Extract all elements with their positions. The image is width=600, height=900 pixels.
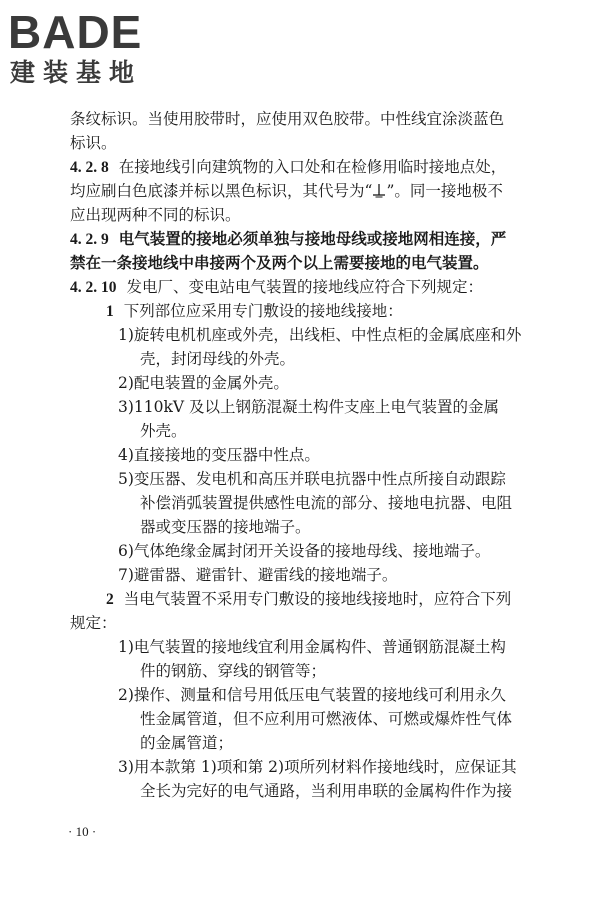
- item-2: [70, 587, 545, 611]
- item-2-cont: 规定：: [70, 614, 117, 632]
- clause-4-2-9-line-1: [70, 227, 545, 251]
- sub-item-1-7: 7)避雷器、避雷针、避雷线的接地端子。: [118, 566, 398, 584]
- bade-logo: [8, 6, 178, 86]
- item-1: [70, 299, 545, 323]
- logo-brand: BADE: [8, 6, 143, 58]
- sub-item-1-4: 4)直接接地的变压器中性点。: [118, 446, 320, 464]
- sub-item-1-5: 5)变压器、发电机和高压并联电抗器中性点所接自动跟踪: [118, 470, 506, 488]
- clause-4-2-9-line-2: 禁在一条接地线中串接两个及两个以上需要接地的电气装置。: [70, 253, 489, 272]
- sub-item-1-3: 3)110kV 及以上钢筋混凝土构件支座上电气装置的金属: [118, 398, 500, 416]
- clause-4-2-8-line-2: [70, 179, 545, 203]
- sub-item-2-3-cont: 全长为完好的电气通路，当利用串联的金属构件作为接: [140, 782, 513, 800]
- intro-line-1: 条纹标识。当使用胶带时，应使用双色胶带。中性线宜涂淡蓝色: [70, 110, 505, 128]
- clause-text: 均应刷白色底漆并标以黑色标识，其代号为“: [70, 182, 373, 200]
- item-text: 下列部位应采用专门敷设的接地线接地：: [123, 302, 403, 320]
- item-text: 当电气装置不采用专门敷设的接地线接地时，应符合下列: [123, 590, 512, 608]
- clause-text: 在接地线引向建筑物的入口处和在检修用临时接地点处，: [118, 158, 507, 176]
- page-number: · 10 ·: [68, 824, 97, 839]
- clause-number: 4. 2. 8: [70, 159, 109, 176]
- logo-subtitle: 建装基地: [10, 58, 143, 86]
- clause-text: ”。同一接地极不: [386, 182, 503, 200]
- sub-item-1-5-cont: 补偿消弧装置提供感性电流的部分、接地电抗器、电阻: [140, 494, 513, 512]
- item-number: 1: [106, 303, 114, 320]
- sub-item-1-1: 1)旋转电机机座或外壳，出线柜、中性点柜的金属底座和外: [118, 326, 522, 344]
- sub-item-1-6: 6)气体绝缘金属封闭开关设备的接地母线、接地端子。: [118, 542, 491, 560]
- document-page: [70, 107, 545, 803]
- sub-item-2-1-cont: 件的钢筋、穿线的钢管等；: [140, 662, 327, 680]
- sub-item-1-3-cont: 外壳。: [140, 422, 187, 440]
- clause-text: 电气装置的接地必须单独与接地母线或接地网相连接，严: [118, 229, 507, 248]
- clause-number: 4. 2. 9: [70, 231, 109, 248]
- clause-4-2-8-line-3: 应出现两种不同的标识。: [70, 206, 241, 224]
- sub-item-2-2: 2)操作、测量和信号用低压电气装置的接地线可利用永久: [118, 686, 506, 704]
- intro-line-2: 标识。: [70, 134, 117, 152]
- clause-4-2-8-line-1: [70, 155, 545, 179]
- clause-number: 4. 2. 10: [70, 279, 117, 296]
- sub-item-2-1: 1)电气装置的接地线宜利用金属构件、普通钢筋混凝土构: [118, 638, 506, 656]
- sub-item-1-2: 2)配电装置的金属外壳。: [118, 374, 289, 392]
- sub-item-2-2-cont: 性金属管道，但不应利用可燃液体、可燃或爆炸性气体: [140, 710, 513, 728]
- item-number: 2: [106, 591, 114, 608]
- clause-text: 发电厂、变电站电气装置的接地线应符合下列规定：: [126, 278, 484, 296]
- logo-graphic: [8, 6, 178, 86]
- sub-item-1-1-cont: 壳，封闭母线的外壳。: [140, 350, 296, 368]
- sub-item-1-5-cont: 器或变压器的接地端子。: [140, 518, 311, 536]
- sub-item-2-2-cont: 的金属管道；: [140, 734, 234, 752]
- sub-item-2-3: 3)用本款第 1)项和第 2)项所列材料作接地线时，应保证其: [118, 758, 517, 776]
- clause-4-2-10-line-1: [70, 275, 545, 299]
- ground-symbol-icon: [372, 183, 386, 199]
